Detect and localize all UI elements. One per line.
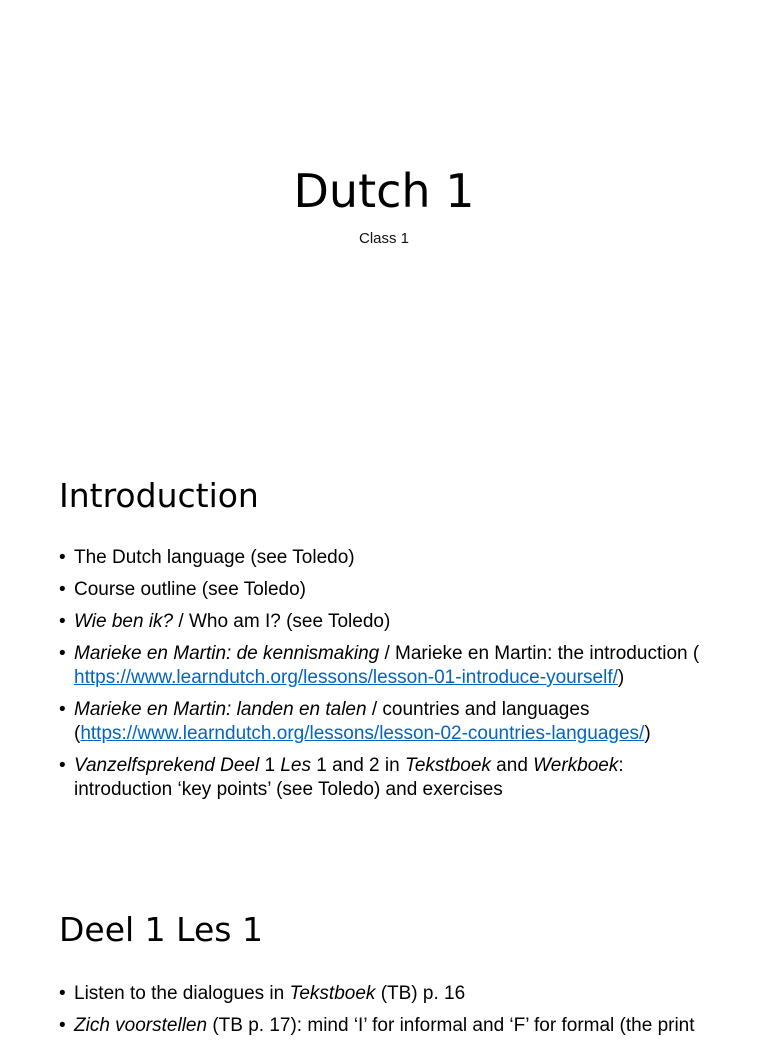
- lesson-02-link[interactable]: https://www.learndutch.org/lessons/lesson-02-countries-languages/: [80, 723, 645, 744]
- item-text: / Who am I? (see Toledo): [173, 611, 391, 632]
- list-item: [59, 982, 719, 1006]
- item-italic-text: Wie ben ik?: [74, 611, 174, 632]
- list-item: [59, 610, 719, 634]
- list-item: [59, 1014, 719, 1038]
- item-text: 1: [259, 755, 281, 776]
- item-text: / Marieke en Martin: the introduction (: [379, 643, 700, 664]
- deel1-section: [59, 910, 719, 1046]
- item-italic-text: Les: [280, 755, 311, 776]
- item-text: 1 and 2 in: [310, 755, 405, 776]
- item-text: : introduction ‘key points’ (see Toledo) and exercises: [74, 755, 624, 800]
- item-text: (TB) p. 16: [375, 983, 466, 1004]
- item-italic-text: Marieke en Martin: landen en talen: [74, 699, 367, 720]
- list-item: [59, 578, 719, 602]
- item-text: (TB p. 17): mind ‘I’ for informal and ‘F’ for formal (the print: [207, 1015, 695, 1036]
- bullet-icon: •: [59, 579, 66, 600]
- list-item: [59, 754, 719, 802]
- item-italic-text: Marieke en Martin: de kennismaking: [74, 643, 380, 664]
- item-text: / countries and languages (: [74, 699, 590, 744]
- item-text: Course outline (see Toledo): [74, 579, 307, 600]
- bullet-icon: •: [59, 643, 66, 664]
- section-heading: Introduction: [59, 476, 259, 515]
- item-italic-text: Tekstboek: [404, 755, 491, 776]
- item-italic-text: Tekstboek: [289, 983, 376, 1004]
- bullet-icon: •: [59, 1015, 66, 1036]
- item-italic-text: Werkboek: [533, 755, 619, 776]
- list-item: [59, 642, 719, 690]
- item-text: Listen to the dialogues in: [74, 983, 290, 1004]
- lesson-01-link[interactable]: https://www.learndutch.org/lessons/lesson-01-introduce-yourself/: [74, 667, 618, 688]
- introduction-section: [59, 476, 719, 810]
- bullet-list: [59, 546, 719, 802]
- bullet-icon: •: [59, 699, 66, 720]
- title-slide: [0, 160, 768, 247]
- item-text: ): [644, 723, 651, 744]
- item-text: ): [617, 667, 625, 688]
- section-heading: Deel 1 Les 1: [59, 910, 263, 949]
- list-item: [59, 698, 719, 746]
- deck-title: Dutch 1: [293, 164, 475, 218]
- item-text: The Dutch language (see Toledo): [74, 547, 355, 568]
- item-italic-text: Zich voorstellen: [74, 1015, 208, 1036]
- bullet-list: [59, 982, 719, 1038]
- list-item: [59, 546, 719, 570]
- bullet-icon: •: [59, 755, 66, 776]
- item-italic-text: Vanzelfsprekend Deel: [74, 755, 260, 776]
- bullet-icon: •: [59, 611, 66, 632]
- bullet-icon: •: [59, 983, 66, 1004]
- item-text: and: [490, 755, 534, 776]
- deck-subtitle: Class 1: [358, 230, 410, 247]
- bullet-icon: •: [59, 547, 66, 568]
